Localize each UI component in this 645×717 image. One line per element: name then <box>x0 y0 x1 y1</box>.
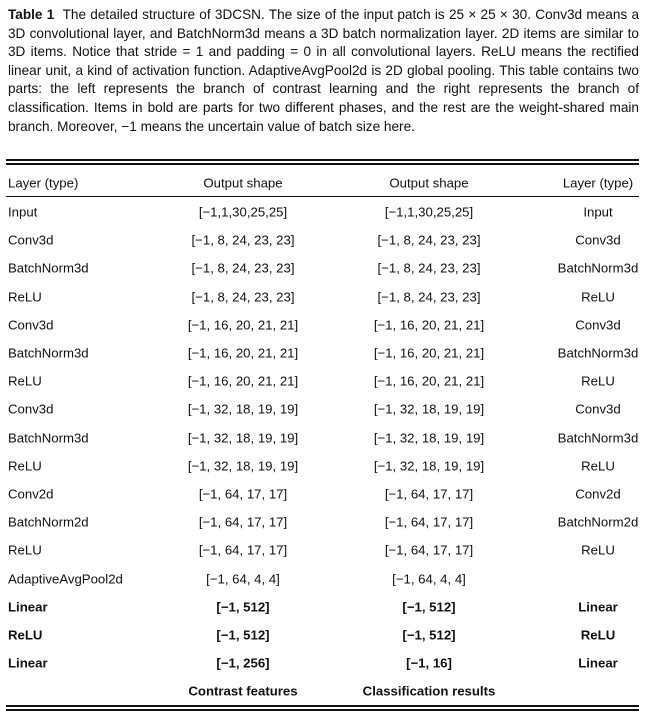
row-left-layer: ReLU <box>8 373 42 389</box>
row-left-layer: BatchNorm3d <box>8 430 89 446</box>
row-right-layer: Conv3d <box>575 401 621 417</box>
row-right-shape: [−1, 16, 20, 21, 21] <box>373 373 485 389</box>
row-right-layer: ReLU <box>581 542 615 558</box>
table-row <box>0 452 645 480</box>
row-right-layer: Input <box>583 204 613 220</box>
table-row <box>0 226 645 254</box>
row-left-layer: Linear <box>8 599 48 615</box>
table-row <box>0 621 645 649</box>
row-left-shape: [−1, 64, 4, 4] <box>206 571 280 587</box>
row-left-shape: [−1, 256] <box>216 655 270 671</box>
row-right-shape: [−1, 8, 24, 23, 23] <box>377 289 481 305</box>
table-row <box>0 367 645 395</box>
row-right-shape: [−1, 32, 18, 19, 19] <box>373 430 485 446</box>
row-left-layer: Conv2d <box>8 486 54 502</box>
footer-contrast-features: Contrast features <box>188 683 298 699</box>
table-row <box>0 254 645 282</box>
row-right-shape: [−1, 512] <box>402 599 456 615</box>
row-left-shape: [−1, 64, 17, 17] <box>198 514 288 530</box>
table-row <box>0 480 645 508</box>
table-row <box>0 339 645 367</box>
table-row <box>0 311 645 339</box>
table-row <box>0 593 645 621</box>
row-right-shape: [−1, 16, 20, 21, 21] <box>373 317 485 333</box>
row-right-shape: [−1, 64, 17, 17] <box>384 542 474 558</box>
footer-classification-results: Classification results <box>362 683 496 699</box>
table-row <box>0 564 645 592</box>
row-right-layer: BatchNorm3d <box>557 430 639 446</box>
table-caption <box>8 6 639 136</box>
row-right-layer: ReLU <box>581 289 615 305</box>
row-left-shape: [−1, 64, 17, 17] <box>198 542 288 558</box>
bottom-rule-inner <box>6 709 639 711</box>
header-left-layer: Layer (type) <box>8 175 79 191</box>
caption-text: The detailed structure of 3DCSN. The size of the input patch is 25 × 25 × 30. Conv3d means a 3D convolutional layer, and BatchNorm3d means a 3D batch normalization layer. 2D items are similar to 3D items. Notice that stride = 1 and padding = 0 in all convolutional layers. ReLU means the rectified linear unit, a kind of activation function. AdaptiveAvgPool2d is 2D global pooling. This table contains two parts: the left represents the branch of contrast learning and the right represents the branch of classification. Items in bold are parts for two different phases, and the rest are the weight-shared main branch. Moreover, −1 means the uncertain value of batch size here. <box>8 7 639 134</box>
row-right-layer: BatchNorm3d <box>557 260 639 276</box>
row-right-shape: [−1, 16] <box>406 655 452 671</box>
row-left-layer: BatchNorm2d <box>8 514 89 530</box>
row-right-shape: [−1, 32, 18, 19, 19] <box>373 458 485 474</box>
row-left-shape: [−1, 16, 20, 21, 21] <box>187 373 299 389</box>
row-left-shape: [−1, 8, 24, 23, 23] <box>191 232 295 248</box>
row-left-layer: ReLU <box>8 289 42 305</box>
row-right-shape: [−1, 64, 4, 4] <box>392 571 466 587</box>
row-right-layer: Conv3d <box>575 232 621 248</box>
row-right-layer: Conv2d <box>575 486 621 502</box>
row-left-shape: [−1,1,30,25,25] <box>198 204 288 220</box>
table-row <box>0 283 645 311</box>
table-body <box>0 198 645 677</box>
row-right-layer: ReLU <box>581 373 615 389</box>
row-left-layer: Conv3d <box>8 317 54 333</box>
row-right-shape: [−1, 64, 17, 17] <box>384 486 474 502</box>
row-left-layer: ReLU <box>8 627 43 643</box>
row-left-shape: [−1, 32, 18, 19, 19] <box>187 401 299 417</box>
row-right-shape: [−1, 32, 18, 19, 19] <box>373 401 485 417</box>
row-right-layer: BatchNorm3d <box>557 345 639 361</box>
row-left-shape: [−1, 8, 24, 23, 23] <box>191 289 295 305</box>
table-row <box>0 508 645 536</box>
header-left-shape: Output shape <box>203 175 283 191</box>
table-row <box>0 395 645 423</box>
row-left-shape: [−1, 512] <box>216 627 270 643</box>
top-rule <box>6 159 639 161</box>
row-right-layer: ReLU <box>580 627 616 643</box>
row-left-layer: BatchNorm3d <box>8 345 89 361</box>
row-left-layer: AdaptiveAvgPool2d <box>8 571 123 587</box>
row-left-shape: [−1, 32, 18, 19, 19] <box>187 430 299 446</box>
row-left-shape: [−1, 16, 20, 21, 21] <box>187 317 299 333</box>
row-right-shape: [−1, 8, 24, 23, 23] <box>377 260 481 276</box>
row-right-layer: BatchNorm2d <box>557 514 639 530</box>
row-left-layer: ReLU <box>8 458 42 474</box>
table-row <box>0 649 645 677</box>
row-right-layer: ReLU <box>581 458 615 474</box>
row-left-layer: Input <box>8 204 38 220</box>
row-left-layer: Conv3d <box>8 232 54 248</box>
table-row <box>0 536 645 564</box>
row-right-shape: [−1, 64, 17, 17] <box>384 514 474 530</box>
table-header-row <box>0 168 645 198</box>
header-right-layer: Layer (type) <box>562 175 634 191</box>
row-right-shape: [−1, 512] <box>402 627 456 643</box>
header-right-shape: Output shape <box>389 175 469 191</box>
row-right-layer: Linear <box>578 599 618 615</box>
table-footer-row <box>0 677 645 705</box>
structure-table <box>0 168 645 705</box>
row-left-shape: [−1, 32, 18, 19, 19] <box>187 458 299 474</box>
row-right-shape: [−1, 16, 20, 21, 21] <box>373 345 485 361</box>
row-left-shape: [−1, 8, 24, 23, 23] <box>191 260 295 276</box>
row-right-layer: Conv3d <box>575 317 621 333</box>
row-left-layer: Linear <box>8 655 48 671</box>
row-left-layer: BatchNorm3d <box>8 260 89 276</box>
row-right-shape: [−1,1,30,25,25] <box>384 204 474 220</box>
row-left-shape: [−1, 64, 17, 17] <box>198 486 288 502</box>
table-row <box>0 424 645 452</box>
row-right-shape: [−1, 8, 24, 23, 23] <box>377 232 481 248</box>
row-right-layer: Linear <box>578 655 618 671</box>
row-left-shape: [−1, 16, 20, 21, 21] <box>187 345 299 361</box>
row-left-layer: ReLU <box>8 542 42 558</box>
table-row <box>0 198 645 226</box>
table-label: Table 1 <box>8 7 55 22</box>
row-left-layer: Conv3d <box>8 401 54 417</box>
top-rule-inner <box>6 163 639 165</box>
row-left-shape: [−1, 512] <box>216 599 270 615</box>
